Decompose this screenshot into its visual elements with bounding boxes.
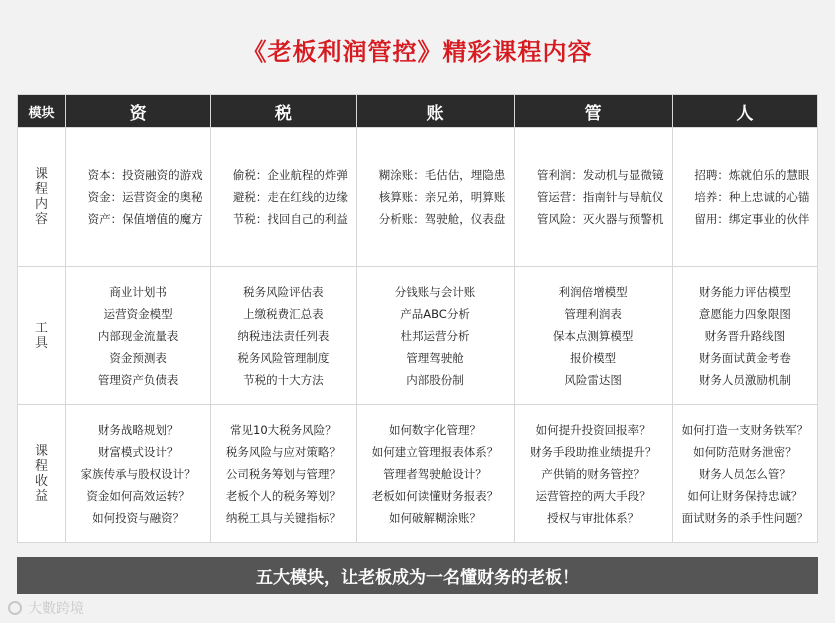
benefit-question: 授权与审批体系？ <box>547 510 640 525</box>
tool-item: 财务晋升路线图 <box>704 328 786 343</box>
benefit-question: 财务人员怎么管？ <box>698 466 791 481</box>
benefit-question: 财富模式设计？ <box>97 444 179 459</box>
module-header: 模块 <box>18 95 66 128</box>
benefit-question: 管理者驾驶舱设计？ <box>383 466 487 481</box>
tool-item: 税务风险评估表 <box>243 284 324 299</box>
watermark-text: 大數跨境 <box>28 601 84 617</box>
watermark-logo-icon <box>8 601 22 615</box>
tool-item: 利润倍增模型 <box>558 284 628 299</box>
tool-item: 上缴税费汇总表 <box>243 306 324 321</box>
column-header-ren: 人 <box>672 95 817 128</box>
benefits-cell-shui <box>211 405 356 543</box>
tools-cell-zi <box>66 267 211 405</box>
benefit-question: 税务风险与应对策略？ <box>225 444 341 459</box>
benefit-question: 如何提升投资回报率？ <box>535 422 651 437</box>
tool-item: 内部股份制 <box>406 372 464 387</box>
tool-item: 产品ABC分析 <box>400 306 470 321</box>
tools-cell-zhang <box>356 267 514 405</box>
benefit-question: 财务战略规划？ <box>97 422 179 437</box>
tool-item: 商业计划书 <box>109 284 167 299</box>
tool-item: 财务能力评估模型 <box>698 284 791 299</box>
column-header-shui: 税 <box>211 95 356 128</box>
benefit-question: 老板如何读懂财务报表？ <box>371 488 499 503</box>
tool-item: 杜邦运营分析 <box>400 328 470 343</box>
benefit-question: 如何让财务保持忠诚？ <box>687 488 803 503</box>
tools-cell-shui <box>211 267 356 405</box>
content-line: 节税：找回自己的利益 <box>232 212 348 226</box>
content-line: 资产：保值增值的魔方 <box>87 212 203 226</box>
row-benefits <box>18 405 818 543</box>
row-label-benefits: 课程收益 <box>18 405 66 543</box>
benefit-question: 老板个人的税务筹划？ <box>225 488 341 503</box>
tool-item: 报价模型 <box>570 350 617 365</box>
content-line: 核算账：亲兄弟，明算账 <box>378 190 506 204</box>
content-line: 管风险：灭火器与预警机 <box>536 212 664 226</box>
tool-item: 税务风险管理制度 <box>237 350 330 365</box>
course-table <box>17 94 818 543</box>
page-title: 《老板利润管控》精彩课程内容 <box>242 38 593 66</box>
column-header-guan: 管 <box>514 95 672 128</box>
benefit-question: 面试财务的杀手性问题？ <box>681 510 809 525</box>
content-line: 资本：投资融资的游戏 <box>87 168 203 182</box>
tool-item: 风险雷达图 <box>564 372 622 387</box>
content-line: 留用：绑定事业的伙伴 <box>694 212 810 226</box>
tool-item: 财务面试黄金考卷 <box>698 350 791 365</box>
header-row <box>18 95 818 128</box>
tools-cell-guan <box>514 267 672 405</box>
benefit-question: 如何破解糊涂账？ <box>389 510 482 525</box>
content-cell-zi <box>66 128 211 267</box>
row-course-content <box>18 128 818 267</box>
content-line: 避税：走在红线的边缘 <box>232 190 348 204</box>
watermark <box>8 598 84 618</box>
benefits-cell-zi <box>66 405 211 543</box>
tool-item: 保本点测算模型 <box>552 328 634 343</box>
content-cell-shui <box>211 128 356 267</box>
benefits-cell-zhang <box>356 405 514 543</box>
benefit-question: 公司税务筹划与管理？ <box>225 466 341 481</box>
row-tools <box>18 267 818 405</box>
content-line: 分析账：驾驶舱，仪表盘 <box>378 212 506 226</box>
content-line: 管运营：指南针与导航仪 <box>536 190 664 204</box>
benefit-question: 产供销的财务管控？ <box>541 466 645 481</box>
content-line: 资金：运营资金的奥秘 <box>87 190 203 204</box>
benefit-question: 常见10大税务风险？ <box>230 422 337 437</box>
content-line: 管利润：发动机与显微镜 <box>536 168 664 182</box>
column-header-zi: 资 <box>66 95 211 128</box>
content-cell-guan <box>514 128 672 267</box>
benefit-question: 资金如何高效运转？ <box>86 488 190 503</box>
content-line: 招聘：炼就伯乐的慧眼 <box>694 168 810 182</box>
benefits-cell-ren <box>672 405 817 543</box>
content-line: 偷税：企业航程的炸弹 <box>232 168 348 182</box>
footer-banner: 五大模块，让老板成为一名懂财务的老板！ <box>17 557 818 594</box>
tool-item: 管理利润表 <box>564 306 622 321</box>
tool-item: 节税的十大方法 <box>243 372 324 387</box>
tool-item: 分钱账与会计账 <box>394 284 476 299</box>
column-header-zhang: 账 <box>356 95 514 128</box>
tool-item: 资金预测表 <box>109 350 167 365</box>
content-cell-zhang <box>356 128 514 267</box>
content-line: 培养：种上忠诚的心锚 <box>694 190 810 204</box>
benefit-question: 如何投资与融资？ <box>92 510 185 525</box>
benefit-question: 如何防范财务泄密？ <box>693 444 797 459</box>
benefit-question: 如何数字化管理？ <box>389 422 482 437</box>
tools-cell-ren <box>672 267 817 405</box>
row-label-tools: 工具 <box>18 267 66 405</box>
content-cell-ren <box>672 128 817 267</box>
tool-item: 管理驾驶舱 <box>406 350 464 365</box>
content-line: 糊涂账：毛估估，埋隐患 <box>378 168 506 182</box>
benefit-question: 如何打造一支财务铁军？ <box>681 422 809 437</box>
tool-item: 纳税违法责任列表 <box>237 328 330 343</box>
tool-item: 内部现金流量表 <box>97 328 179 343</box>
benefit-question: 运营管控的两大手段？ <box>535 488 651 503</box>
benefit-question: 纳税工具与关键指标？ <box>225 510 341 525</box>
tool-item: 运营资金模型 <box>103 306 173 321</box>
benefit-question: 如何建立管理报表体系？ <box>371 444 499 459</box>
tool-item: 财务人员激励机制 <box>698 372 791 387</box>
benefit-question: 财务手段助推业绩提升？ <box>529 444 657 459</box>
tool-item: 意愿能力四象限图 <box>698 306 791 321</box>
benefit-question: 家族传承与股权设计？ <box>80 466 196 481</box>
row-label-course-content: 课程内容 <box>18 128 66 267</box>
benefits-cell-guan <box>514 405 672 543</box>
tool-item: 管理资产负债表 <box>97 372 179 387</box>
